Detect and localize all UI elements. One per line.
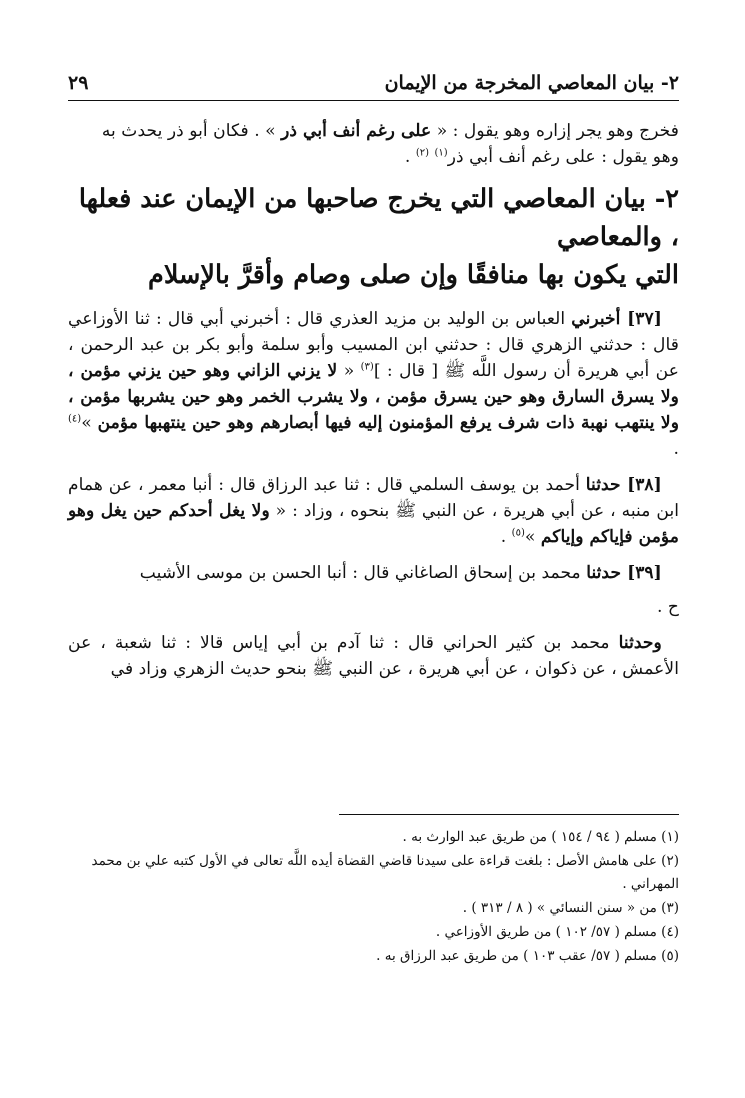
narration-verb: أخبرني (571, 309, 628, 329)
page-header (68, 66, 679, 101)
isnad-text: أحمد بن يوسف السلمي قال : ثنا عبد الرزاق قال : أنبا معمر ، عن همام ابن منبه ، عن أبي هريرة ، عن النبي ﷺ بنحوه ، وزاد : « (68, 475, 679, 521)
main-text (68, 118, 679, 682)
isnad-text: محمد بن إسحاق الصاغاني قال : أنبا الحسن بن موسى الأشيب (139, 563, 587, 583)
footnote-item: (١) مسلم ( ٩٤ / ١٥٤ ) من طريق عبد الوارث به . (402, 829, 679, 845)
hadith-number: [٣٨] (627, 475, 662, 495)
period: . (673, 439, 679, 459)
quote-close: » (524, 527, 541, 547)
period: . (500, 527, 512, 547)
intro-text: . (404, 147, 416, 167)
intro-paragraph (68, 118, 679, 170)
hadith-number: [٣٩] (627, 563, 662, 583)
footnote-divider (339, 814, 679, 815)
footnote-item: (٣) من « سنن النسائي » ( ٨ / ٣١٣ ) . (462, 900, 679, 916)
footnote-marker: (٥) (511, 527, 525, 539)
intro-text: فخرج وهو يجر إزاره وهو يقول : « (431, 121, 679, 141)
narration-verb: وحدثنا (618, 633, 662, 653)
narration-verb: حدثنا (585, 475, 628, 495)
isnad-text: محمد بن كثير الحراني قال : ثنا آدم بن أبي إياس قالا : ثنا شعبة ، عن الأعمش ، عن ذكوان ، عن أبي هريرة ، عن النبي ﷺ بنحو حديث الزهري وزاد في (68, 633, 679, 679)
hadith-38 (68, 472, 679, 550)
footnote-marker: (٢) (415, 147, 430, 159)
footnote-marker: (٤) (68, 413, 82, 425)
footnote-item: (٥) مسلم ( ٥٧/ عقب ١٠٣ ) من طريق عبد الرزاق به . (376, 948, 679, 964)
hadith-39-second-chain (68, 630, 679, 682)
narration-verb: حدثنا (586, 563, 628, 583)
footnote-marker: (٣) (360, 361, 374, 373)
quote-open: « (337, 361, 361, 381)
intro-text: » . فكان أبو ذر يحدث به (101, 121, 282, 141)
intro-quote: على رغم أنف أبي ذر (281, 121, 432, 141)
hadith-matn: لا يزني الزاني وهو حين يزني مؤمن ، ولا يسرق السارق وهو حين يسرق مؤمن ، ولا يشرب الخمر وهو حين يشربها مؤمن ، ولا ينتهب نهبة ذات شرف يرفع المؤمنون إليه فيها أبصارهم وهو حين ينتهبها مؤمن (68, 361, 679, 433)
page-number: ٢٩ (68, 72, 89, 94)
hadith-matn: ولا يغل أحدكم حين يغل وهو مؤمن فإياكم وإياكم (68, 501, 679, 547)
hadith-37 (68, 306, 679, 462)
tahwil-mark: ح . (656, 597, 679, 617)
footnote-marker: (١) (434, 147, 448, 159)
isnad-text: العباس بن الوليد بن مزيد العذري قال : أخبرني أبي قال : ثنا الأوزاعي قال : حدثني الزهري قال : حدثني ابن المسيب وأبو سلمة وأبو بكر بن عبد الرحمن ، عن أبي هريرة أن رسول اللَّه ﷺ [ قال : ] (68, 309, 680, 381)
chapter-heading-line: التي يكون بها منافقًا وإن صلى وصام وأقرَّ بالإسلام (148, 260, 679, 290)
footnotes (68, 826, 679, 969)
chapter-heading-line: ٢- بيان المعاصي التي يخرج صاحبها من الإيمان عند فعلها ، والمعاصي (78, 184, 679, 252)
intro-text: وهو يقول : على رغم أنف أبي ذر (447, 147, 679, 167)
running-title: ٢- بيان المعاصي المخرجة من الإيمان (384, 72, 679, 94)
quote-close: » (81, 413, 98, 433)
hadith-39 (68, 560, 679, 620)
footnote-item: (٢) على هامش الأصل : بلغت قراءة على سيدنا قاضي القضاة أيده اللَّه تعالى في الأول كتبه علي بن محمد المهراني . (91, 853, 679, 892)
footnote-item: (٤) مسلم ( ٥٧/ ١٠٢ ) من طريق الأوزاعي . (435, 924, 679, 940)
chapter-heading (68, 180, 679, 294)
hadith-number: [٣٧] (627, 309, 662, 329)
